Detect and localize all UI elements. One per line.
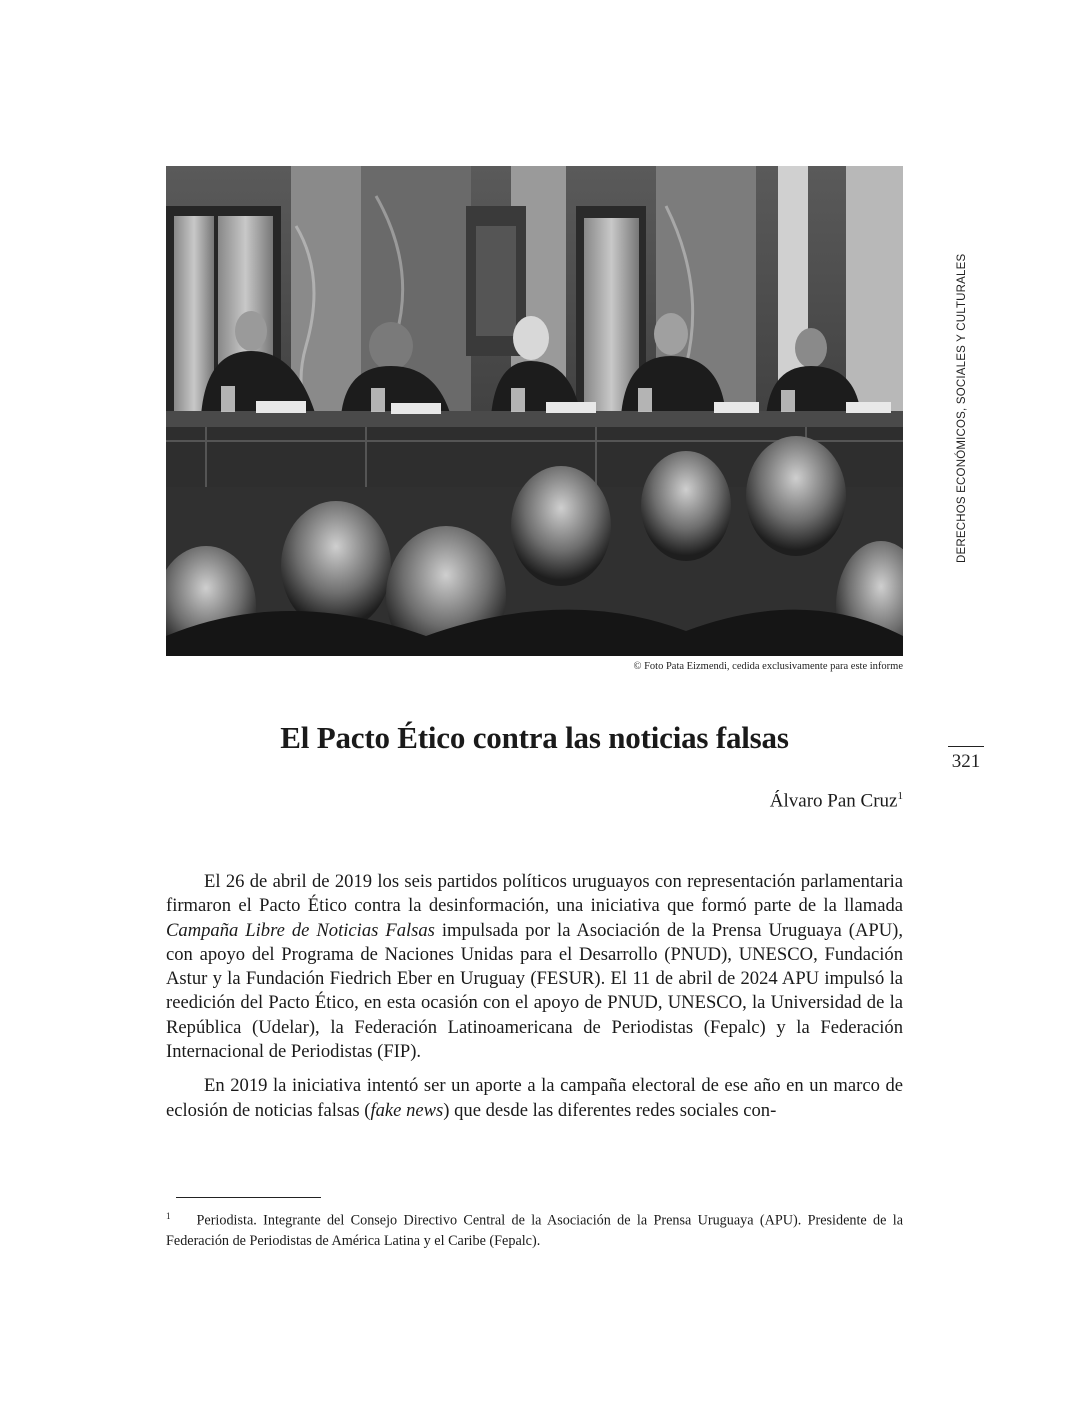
article-photo xyxy=(166,166,903,656)
page-number-rule xyxy=(948,746,984,747)
footnote xyxy=(166,1206,903,1251)
footnote-number: 1 xyxy=(166,1211,171,1221)
footnote-text: Periodista. Integrante del Consejo Directivo Central de la Asociación de la Prensa Uruguaya (APU). Presidente de la Federación de Periodistas de América Latina y el Caribe (Fepalc). xyxy=(166,1212,903,1249)
paragraph: El 26 de abril de 2019 los seis partidos políticos uruguayos con representación parlamentaria firmaron el Pacto Ético contra la desinformación, una iniciativa que formó parte de la llamada Campaña Libre de Noticias Falsas impulsada por la Asociación de la Prensa Uruguaya (APU), con apoyo del Programa de Naciones Unidas para el Desarrollo (PNUD), UNESCO, Fundación Astur y la Fundación Fiedrich Eber en Uruguay (FESUR). El 11 de abril de 2024 APU impulsó la reedición del Pacto Ético, en esta ocasión con el apoyo de PNUD, UNESCO, la Universidad de la República (Udelar), la Federación Latinoamericana de Periodistas (Fepalc) y la Federación Internacional de Periodistas (FIP). xyxy=(166,871,903,1063)
page-number: 321 xyxy=(951,751,981,772)
conference-photo-illustration xyxy=(166,166,903,656)
author-footnote-ref: 1 xyxy=(897,790,903,802)
author-name: Álvaro Pan Cruz xyxy=(769,790,898,812)
photo-credit: © Foto Pata Eizmendi, cedida exclusivamente para este informe xyxy=(633,661,903,672)
article-author xyxy=(500,790,903,812)
article-title: El Pacto Ético contra las noticias falsas xyxy=(280,720,789,755)
article-body xyxy=(166,870,903,1133)
fake-news-term: fake news xyxy=(370,1099,444,1121)
footnote-rule xyxy=(176,1197,321,1198)
running-header-vertical: DERECHOS ECONÓMICOS, SOCIALES Y CULTURALES xyxy=(956,253,968,563)
campaign-name: Campaña Libre de Noticias Falsas xyxy=(166,919,435,941)
paragraph: En 2019 la iniciativa intentó ser un aporte a la campaña electoral de ese año en un marco de eclosión de noticias falsas (fake news) que desde las diferentes redes sociales con- xyxy=(166,1075,903,1121)
